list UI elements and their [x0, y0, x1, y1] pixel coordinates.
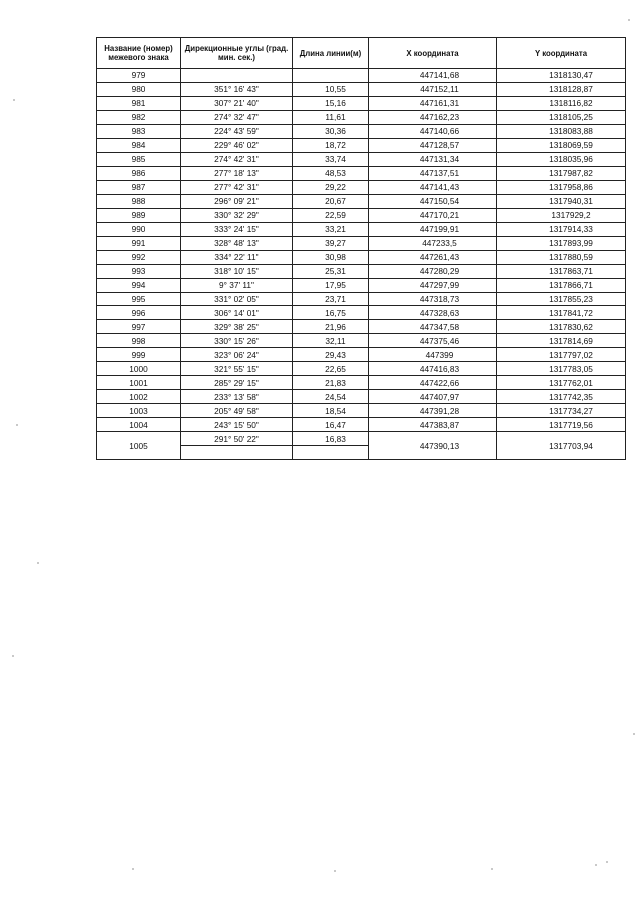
y-coordinate: 1317830,62 [497, 320, 626, 334]
empty-cell [181, 446, 293, 460]
line-length: 23,71 [293, 292, 369, 306]
point-name: 995 [97, 292, 181, 306]
y-coordinate: 1317783,05 [497, 362, 626, 376]
y-coordinate: 1317734,27 [497, 404, 626, 418]
y-coordinate: 1317797,02 [497, 348, 626, 362]
point-name: 1003 [97, 404, 181, 418]
direction-angle: 291° 50' 22" [181, 432, 293, 446]
x-coordinate: 447347,58 [369, 320, 497, 334]
direction-angle: 333° 24' 15" [181, 222, 293, 236]
point-name: 981 [97, 96, 181, 110]
y-coordinate: 1318128,87 [497, 82, 626, 96]
x-coordinate: 447162,23 [369, 110, 497, 124]
y-coordinate: 1317762,01 [497, 376, 626, 390]
point-name: 991 [97, 236, 181, 250]
x-coordinate: 447170,21 [369, 208, 497, 222]
point-name: 1005 [97, 432, 181, 460]
direction-angle: 224° 43' 59" [181, 124, 293, 138]
point-name: 996 [97, 306, 181, 320]
empty-cell [293, 69, 369, 83]
direction-angle: 307° 21' 40" [181, 96, 293, 110]
x-coordinate: 447318,73 [369, 292, 497, 306]
y-coordinate: 1318035,96 [497, 152, 626, 166]
speck [633, 733, 635, 735]
x-coordinate: 447407,97 [369, 390, 497, 404]
empty-cell [181, 69, 293, 83]
direction-angle: 229° 46' 02" [181, 138, 293, 152]
y-coordinate: 1317855,23 [497, 292, 626, 306]
line-length: 33,74 [293, 152, 369, 166]
y-coordinate: 1317940,31 [497, 194, 626, 208]
point-name: 980 [97, 82, 181, 96]
y-coordinate: 1317914,33 [497, 222, 626, 236]
speck [12, 655, 14, 657]
direction-angle: 296° 09' 21" [181, 194, 293, 208]
y-coordinate: 1317958,86 [497, 180, 626, 194]
x-coordinate: 447261,43 [369, 250, 497, 264]
empty-cell [293, 446, 369, 460]
x-coordinate: 447141,68 [369, 69, 497, 83]
x-coordinate: 447375,46 [369, 334, 497, 348]
line-length: 21,96 [293, 320, 369, 334]
table-row [97, 69, 626, 83]
point-name: 989 [97, 208, 181, 222]
point-name: 982 [97, 110, 181, 124]
y-coordinate: 1318083,88 [497, 124, 626, 138]
x-coordinate: 447297,99 [369, 278, 497, 292]
line-length: 18,72 [293, 138, 369, 152]
direction-angle: 328° 48' 13" [181, 236, 293, 250]
x-coordinate: 447140,66 [369, 124, 497, 138]
header-angle: Дирекционные углы (град. мин. сек.) [181, 38, 293, 69]
direction-angle: 323° 06' 24" [181, 348, 293, 362]
y-coordinate: 1317703,94 [497, 432, 626, 460]
x-coordinate: 447391,28 [369, 404, 497, 418]
line-length: 32,11 [293, 334, 369, 348]
point-name: 998 [97, 334, 181, 348]
line-length: 16,47 [293, 418, 369, 432]
y-coordinate: 1317880,59 [497, 250, 626, 264]
y-coordinate: 1317893,99 [497, 236, 626, 250]
x-coordinate: 447422,66 [369, 376, 497, 390]
point-name: 999 [97, 348, 181, 362]
x-coordinate: 447131,34 [369, 152, 497, 166]
y-coordinate: 1317863,71 [497, 264, 626, 278]
line-length: 30,36 [293, 124, 369, 138]
table-body [97, 69, 626, 460]
x-coordinate: 447383,87 [369, 418, 497, 432]
point-name: 990 [97, 222, 181, 236]
x-coordinate: 447137,51 [369, 166, 497, 180]
line-length: 33,21 [293, 222, 369, 236]
direction-angle: 318° 10' 15" [181, 264, 293, 278]
point-name: 994 [97, 278, 181, 292]
line-length: 24,54 [293, 390, 369, 404]
point-name: 979 [97, 69, 181, 83]
line-length: 10,55 [293, 82, 369, 96]
x-coordinate: 447152,11 [369, 82, 497, 96]
x-coordinate: 447128,57 [369, 138, 497, 152]
y-coordinate: 1317841,72 [497, 306, 626, 320]
line-length: 16,75 [293, 306, 369, 320]
speck [13, 99, 15, 101]
line-length: 39,27 [293, 236, 369, 250]
direction-angle: 277° 42' 31" [181, 180, 293, 194]
y-coordinate: 1317719,56 [497, 418, 626, 432]
point-name: 1004 [97, 418, 181, 432]
x-coordinate: 447233,5 [369, 236, 497, 250]
line-length: 21,83 [293, 376, 369, 390]
speck [628, 19, 630, 21]
x-coordinate: 447416,83 [369, 362, 497, 376]
line-length: 29,43 [293, 348, 369, 362]
speck [491, 868, 493, 870]
direction-angle: 233° 13' 58" [181, 390, 293, 404]
x-coordinate: 447199,91 [369, 222, 497, 236]
y-coordinate: 1318105,25 [497, 110, 626, 124]
direction-angle: 321° 55' 15" [181, 362, 293, 376]
point-name: 993 [97, 264, 181, 278]
direction-angle: 274° 42' 31" [181, 152, 293, 166]
direction-angle: 205° 49' 58" [181, 404, 293, 418]
point-name: 987 [97, 180, 181, 194]
point-name: 983 [97, 124, 181, 138]
point-name: 984 [97, 138, 181, 152]
speck [606, 861, 608, 863]
direction-angle: 243° 15' 50" [181, 418, 293, 432]
line-length: 22,59 [293, 208, 369, 222]
point-name: 1002 [97, 390, 181, 404]
x-coordinate: 447161,31 [369, 96, 497, 110]
point-name: 1001 [97, 376, 181, 390]
direction-angle: 9° 37' 11" [181, 278, 293, 292]
x-coordinate: 447328,63 [369, 306, 497, 320]
point-name: 986 [97, 166, 181, 180]
line-length: 48,53 [293, 166, 369, 180]
x-coordinate: 447399 [369, 348, 497, 362]
x-coordinate: 447141,43 [369, 180, 497, 194]
speck [132, 868, 134, 870]
line-length: 18,54 [293, 404, 369, 418]
line-length: 17,95 [293, 278, 369, 292]
line-length: 29,22 [293, 180, 369, 194]
speck [595, 864, 597, 866]
y-coordinate: 1317742,35 [497, 390, 626, 404]
point-name: 1000 [97, 362, 181, 376]
point-name: 988 [97, 194, 181, 208]
line-length: 20,67 [293, 194, 369, 208]
y-coordinate: 1317866,71 [497, 278, 626, 292]
x-coordinate: 447150,54 [369, 194, 497, 208]
header-y: Y координата [497, 38, 626, 69]
direction-angle: 329° 38' 25" [181, 320, 293, 334]
line-length: 16,83 [293, 432, 369, 446]
line-length: 25,31 [293, 264, 369, 278]
point-name: 997 [97, 320, 181, 334]
x-coordinate: 447390,13 [369, 432, 497, 460]
x-coordinate: 447280,29 [369, 264, 497, 278]
speck [37, 562, 39, 564]
direction-angle: 334° 22' 11" [181, 250, 293, 264]
direction-angle: 330° 15' 26" [181, 334, 293, 348]
speck [16, 424, 18, 426]
direction-angle: 306° 14' 01" [181, 306, 293, 320]
point-name: 992 [97, 250, 181, 264]
line-length: 11,61 [293, 110, 369, 124]
direction-angle: 285° 29' 15" [181, 376, 293, 390]
direction-angle: 351° 16' 43" [181, 82, 293, 96]
header-x: X координата [369, 38, 497, 69]
y-coordinate: 1317987,82 [497, 166, 626, 180]
y-coordinate: 1317929,2 [497, 208, 626, 222]
speck [334, 870, 336, 872]
y-coordinate: 1318116,82 [497, 96, 626, 110]
line-length: 30,98 [293, 250, 369, 264]
point-name: 985 [97, 152, 181, 166]
direction-angle: 274° 32' 47" [181, 110, 293, 124]
direction-angle: 331° 02' 05" [181, 292, 293, 306]
line-length: 15,16 [293, 96, 369, 110]
table-header-row [97, 38, 626, 69]
direction-angle: 330° 32' 29" [181, 208, 293, 222]
y-coordinate: 1318069,59 [497, 138, 626, 152]
header-length: Длина линии(м) [293, 38, 369, 69]
y-coordinate: 1318130,47 [497, 69, 626, 83]
y-coordinate: 1317814,69 [497, 334, 626, 348]
coordinates-table [96, 37, 626, 460]
line-length: 22,65 [293, 362, 369, 376]
header-name: Название (номер) межевого знака [97, 38, 181, 69]
direction-angle: 277° 18' 13" [181, 166, 293, 180]
